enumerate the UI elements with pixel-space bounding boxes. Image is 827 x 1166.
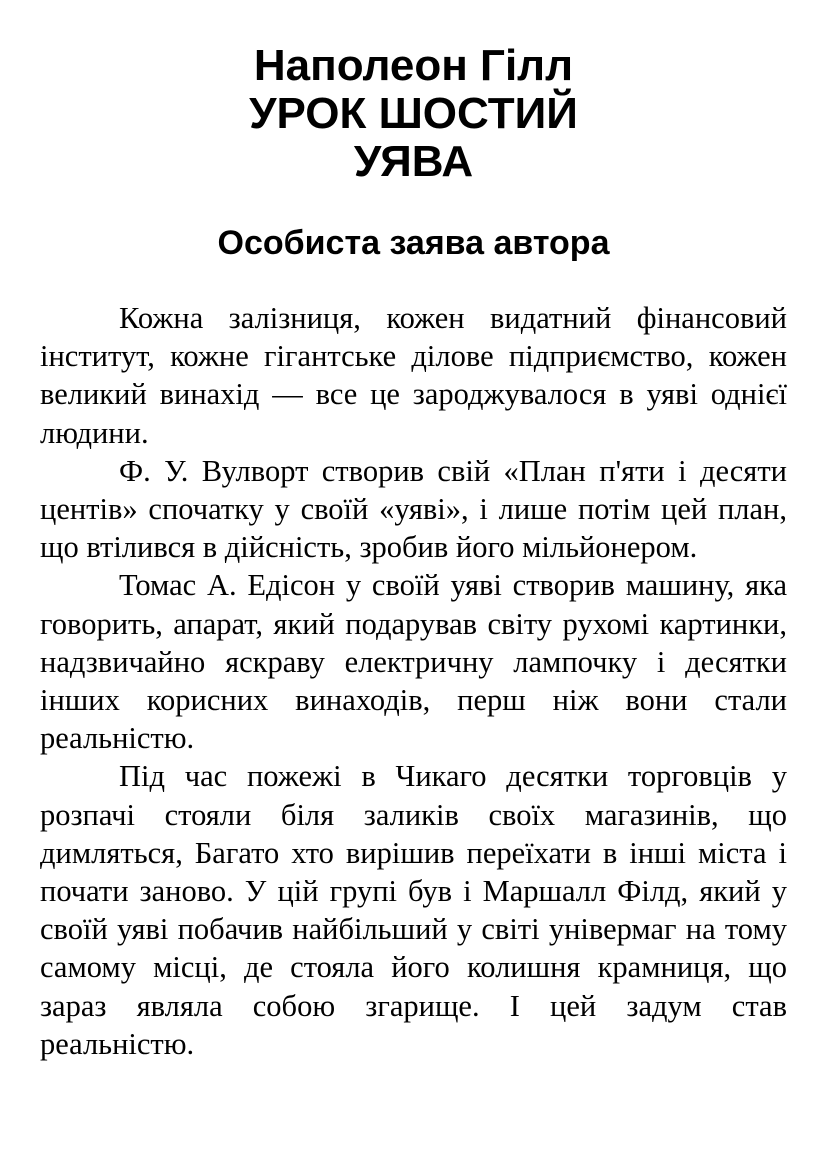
paragraph: Томас А. Едісон у своїй уяві створив машину, яка говорить, апарат, який подарував світу рухомі картинки, надзвичайно яскраву електричну лампочку і десятки інших корисних винаходів, перш ніж вони стали реальністю. bbox=[40, 568, 787, 756]
section-title: Особиста заява автора bbox=[217, 224, 610, 262]
body-text bbox=[40, 299, 787, 1063]
paragraph: Ф. У. Вулворт створив свій «План п'яти і десяти центів» спочатку у своїй «уяві», і лише потім цей план, що втілився в дійсність, зробив його мільйонером. bbox=[40, 453, 787, 565]
paragraph: Під час пожежі в Чикаго десятки торговців у розпачі стояли біля заликів своїх магазинів, що димляться, Багато хто вирішив переїхати в інші міста і почати заново. У цій групі був і Маршалл Філд, який у своїй уяві побачив найбільший у світі універмаг на тому самому місці, де стояла його колишня крамниця, що зараз являла собою згарище. І цей задум став реальністю. bbox=[40, 759, 787, 1061]
lesson-heading: УРОК ШОСТИЙ bbox=[249, 89, 578, 138]
topic-heading: УЯВА bbox=[353, 137, 474, 186]
paragraph: Кожна залізниця, кожен видатний фінансовий інститут, кожне гігантське ділове підприємство, кожен великий винахід — все це зароджувалося в уяві однієї людини. bbox=[40, 301, 787, 450]
title-block bbox=[40, 42, 787, 186]
author-name: Наполеон Гілл bbox=[253, 41, 574, 90]
